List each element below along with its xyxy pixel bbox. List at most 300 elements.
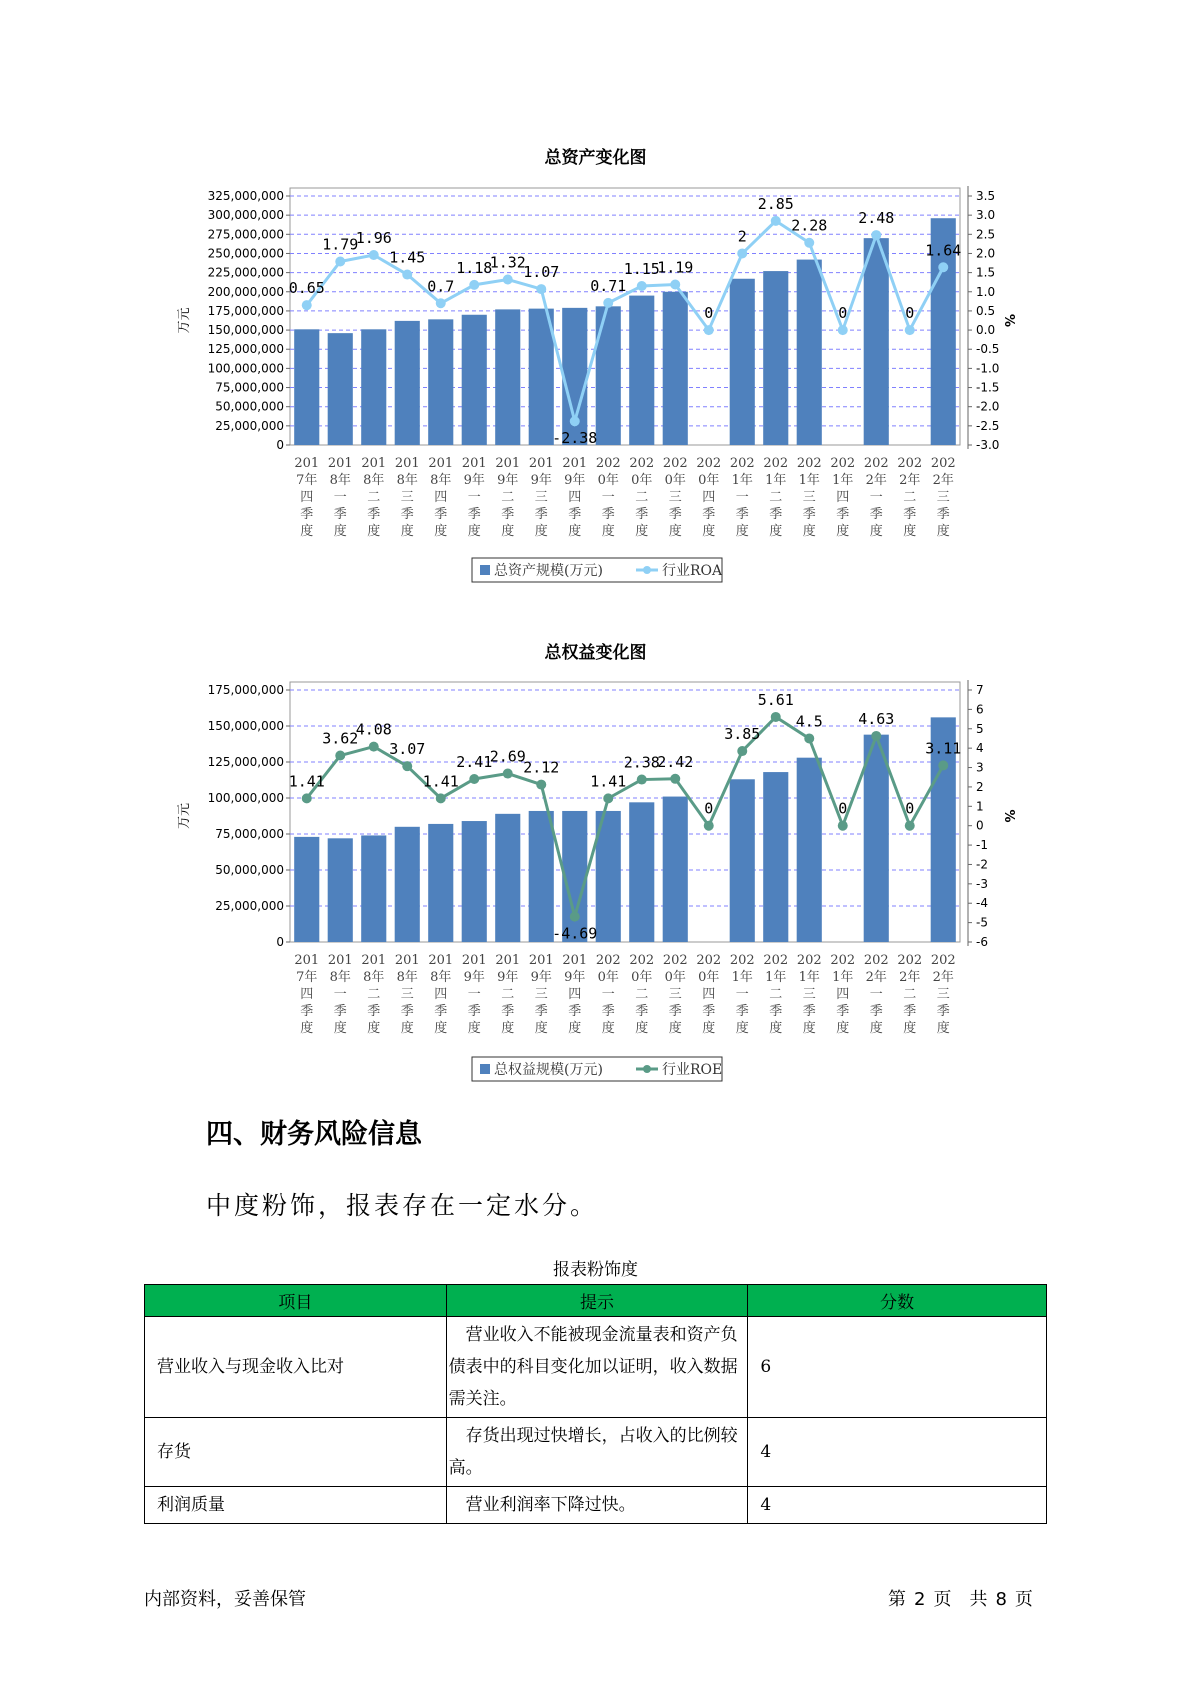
x-tick-label: 度	[568, 524, 582, 539]
x-tick-label: 202	[595, 953, 621, 968]
x-tick-label: 三	[400, 987, 414, 1002]
header-hint: 提示	[446, 1285, 748, 1317]
data-label: 2.42	[657, 752, 694, 771]
line-point	[536, 284, 546, 294]
line-point	[603, 793, 613, 803]
x-tick-label: 季	[702, 1004, 716, 1019]
row-hint: 营业收入不能被现金流量表和资产负债表中的科目变化加以证明，收入数据需关注。	[446, 1317, 748, 1418]
x-tick-label: 度	[836, 524, 850, 539]
y2-tick-label: -2.0	[976, 399, 1000, 414]
x-tick-label: 季	[735, 1004, 749, 1019]
row-item: 利润质量	[145, 1487, 447, 1524]
bar	[395, 827, 420, 942]
page-num: 2	[914, 1589, 926, 1610]
equity-chart-title: 总权益变化图	[544, 643, 647, 663]
y2-tick-label: -2	[976, 857, 988, 872]
x-tick-label: 二	[903, 987, 917, 1002]
y2-tick-label: 3.0	[976, 208, 996, 223]
line-point	[469, 774, 479, 784]
x-tick-label: 202	[729, 953, 755, 968]
line-point	[402, 270, 412, 280]
x-tick-label: 季	[635, 507, 649, 522]
data-label: 0	[905, 304, 915, 323]
risk-table	[144, 1284, 1047, 1524]
x-tick-label: 度	[434, 1021, 448, 1036]
line-point	[871, 731, 881, 741]
data-label: 4.08	[355, 720, 392, 739]
x-tick-label: 季	[467, 507, 481, 522]
x-tick-label: 201	[528, 456, 554, 471]
y2-tick-label: -3	[976, 876, 988, 891]
y-tick-label: 75,000,000	[215, 380, 284, 395]
x-tick-label: 度	[735, 524, 749, 539]
legend-line-marker	[643, 566, 651, 574]
x-tick-label: 季	[568, 1004, 582, 1019]
line-point	[503, 275, 513, 285]
x-tick-label: 202	[897, 456, 923, 471]
x-tick-label: 度	[936, 1021, 950, 1036]
x-tick-label: 度	[903, 524, 917, 539]
y2-axis-label: %	[1001, 313, 1016, 328]
x-tick-label: 二	[367, 490, 381, 505]
data-label: 3.85	[724, 725, 761, 744]
x-tick-label: 度	[702, 1021, 716, 1036]
line-point	[938, 760, 948, 770]
data-label: -2.38	[552, 429, 598, 448]
y2-tick-label: 0.5	[976, 303, 996, 318]
x-tick-label: 三	[400, 490, 414, 505]
x-tick-label: 7年	[296, 473, 318, 488]
line-point	[637, 775, 647, 785]
line-point	[503, 769, 513, 779]
x-tick-label: 0年	[597, 473, 619, 488]
line-point	[737, 746, 747, 756]
y-tick-label: 200,000,000	[207, 284, 284, 299]
legend-bar-label: 总权益规模(万元)	[494, 1062, 603, 1078]
y-axis-label: 万元	[177, 802, 192, 830]
legend-line-label: 行业ROE	[662, 1062, 723, 1078]
y-tick-label: 150,000,000	[207, 719, 284, 733]
bar	[663, 292, 688, 445]
x-tick-label: 四	[300, 987, 314, 1002]
x-tick-label: 8年	[430, 473, 452, 488]
bar	[596, 306, 621, 445]
line-point	[838, 821, 848, 831]
x-tick-label: 季	[568, 507, 582, 522]
x-tick-label: 度	[501, 524, 515, 539]
x-tick-label: 度	[869, 524, 883, 539]
x-tick-label: 季	[702, 507, 716, 522]
y2-tick-label: 5	[976, 721, 984, 736]
data-label: 1.07	[523, 263, 560, 282]
x-tick-label: 201	[327, 456, 353, 471]
x-tick-label: 度	[501, 1021, 515, 1036]
x-tick-label: 2年	[865, 970, 887, 985]
x-tick-label: 四	[300, 490, 314, 505]
x-tick-label: 2年	[865, 473, 887, 488]
x-tick-label: 度	[568, 1021, 582, 1036]
data-label: 1.18	[456, 258, 493, 277]
x-tick-label: 季	[467, 1004, 481, 1019]
y-tick-label: 25,000,000	[215, 899, 284, 913]
line-point	[402, 761, 412, 771]
data-label: -4.69	[552, 924, 598, 943]
line-point	[570, 416, 580, 426]
x-tick-label: 一	[735, 490, 749, 505]
bar	[462, 315, 487, 445]
x-tick-label: 三	[534, 490, 548, 505]
x-tick-label: 季	[501, 507, 515, 522]
x-tick-label: 季	[836, 1004, 850, 1019]
data-label: 0	[704, 799, 714, 818]
y2-tick-label: -0.5	[976, 342, 1000, 357]
data-label: 1.41	[288, 772, 325, 791]
x-tick-label: 季	[903, 507, 917, 522]
data-label: 3.62	[322, 729, 359, 748]
x-tick-label: 四	[434, 987, 448, 1002]
line-point	[369, 742, 379, 752]
x-tick-label: 9年	[463, 473, 485, 488]
x-tick-label: 202	[629, 456, 655, 471]
bar	[864, 735, 889, 942]
bar	[328, 333, 353, 445]
x-tick-label: 三	[802, 490, 816, 505]
data-label: 2.28	[791, 216, 828, 235]
bar	[395, 321, 420, 445]
data-label: 0.7	[427, 277, 455, 296]
x-tick-label: 季	[300, 1004, 314, 1019]
x-tick-label: 度	[467, 524, 481, 539]
x-tick-label: 201	[528, 953, 554, 968]
bar	[428, 319, 453, 445]
x-tick-label: 季	[769, 1004, 783, 1019]
footer-confidential: 内部资料，妥善保管	[144, 1589, 306, 1610]
x-tick-label: 一	[467, 987, 481, 1002]
x-tick-label: 三	[668, 490, 682, 505]
x-tick-label: 季	[836, 507, 850, 522]
y-tick-label: 250,000,000	[207, 246, 284, 261]
x-tick-label: 季	[802, 507, 816, 522]
x-tick-label: 季	[869, 1004, 883, 1019]
line-point	[737, 248, 747, 258]
x-tick-label: 季	[936, 507, 950, 522]
x-tick-label: 季	[333, 1004, 347, 1019]
x-tick-label: 9年	[497, 473, 519, 488]
x-tick-label: 9年	[463, 970, 485, 985]
x-tick-label: 201	[562, 953, 588, 968]
x-tick-label: 8年	[396, 473, 418, 488]
page-suffix: 页	[1014, 1589, 1033, 1610]
bar	[361, 835, 386, 942]
bar	[629, 802, 654, 942]
data-label: 1.32	[489, 253, 526, 272]
y-tick-label: 175,000,000	[207, 303, 284, 318]
data-label: 2.41	[456, 752, 493, 771]
y-tick-label: 0	[276, 935, 284, 949]
y2-tick-label: 6	[976, 702, 984, 717]
data-label: 1.45	[389, 248, 426, 267]
x-tick-label: 202	[662, 456, 688, 471]
x-tick-label: 季	[434, 1004, 448, 1019]
line-point	[771, 712, 781, 722]
x-tick-label: 202	[662, 953, 688, 968]
row-score: 6	[748, 1317, 1047, 1418]
x-tick-label: 四	[836, 987, 850, 1002]
line-point	[838, 325, 848, 335]
y2-tick-label: 1.5	[976, 265, 996, 280]
x-tick-label: 季	[769, 507, 783, 522]
footer-page-number	[888, 1585, 1041, 1611]
x-tick-label: 1年	[798, 473, 820, 488]
x-tick-label: 二	[501, 987, 515, 1002]
x-tick-label: 季	[333, 507, 347, 522]
x-tick-label: 四	[702, 490, 716, 505]
x-tick-label: 8年	[430, 970, 452, 985]
row-score: 4	[748, 1487, 1047, 1524]
asset-chart-title: 总资产变化图	[544, 148, 647, 168]
x-tick-label: 度	[300, 1021, 314, 1036]
line-point	[436, 793, 446, 803]
x-tick-label: 一	[869, 987, 883, 1002]
y2-tick-label: -6	[976, 935, 988, 949]
y2-tick-label: -4	[976, 896, 988, 911]
line-point	[804, 733, 814, 743]
x-tick-label: 202	[830, 953, 856, 968]
line-point	[369, 250, 379, 260]
y2-tick-label: -1.5	[976, 380, 1000, 395]
x-tick-label: 二	[903, 490, 917, 505]
x-tick-label: 度	[668, 524, 682, 539]
x-tick-label: 0年	[597, 970, 619, 985]
data-label: 4.5	[795, 712, 823, 731]
table-row	[145, 1317, 1047, 1418]
x-tick-label: 度	[635, 1021, 649, 1036]
x-tick-label: 202	[863, 456, 889, 471]
bar	[763, 271, 788, 445]
x-tick-label: 度	[903, 1021, 917, 1036]
x-tick-label: 季	[501, 1004, 515, 1019]
bar	[629, 296, 654, 445]
x-tick-label: 四	[836, 490, 850, 505]
x-tick-label: 度	[601, 524, 615, 539]
line-point	[905, 325, 915, 335]
bar	[864, 238, 889, 445]
x-tick-label: 202	[696, 456, 722, 471]
y2-tick-label: 3	[976, 760, 984, 775]
data-label: 2	[737, 227, 747, 246]
x-tick-label: 二	[635, 987, 649, 1002]
y-tick-label: 150,000,000	[207, 323, 284, 338]
x-tick-label: 三	[936, 490, 950, 505]
bar	[328, 838, 353, 942]
x-tick-label: 度	[668, 1021, 682, 1036]
bar	[495, 814, 520, 942]
x-tick-label: 四	[568, 987, 582, 1002]
y2-tick-label: 1.0	[976, 284, 996, 299]
x-tick-label: 度	[367, 1021, 381, 1036]
x-tick-label: 季	[936, 1004, 950, 1019]
data-label: 2.48	[858, 209, 895, 228]
y2-axis-label: %	[1001, 809, 1016, 823]
bar	[361, 329, 386, 445]
x-tick-label: 201	[294, 953, 320, 968]
y-tick-label: 50,000,000	[215, 863, 284, 877]
x-tick-label: 1年	[731, 970, 753, 985]
line-point	[704, 325, 714, 335]
x-tick-label: 季	[601, 1004, 615, 1019]
line-point	[670, 774, 680, 784]
bar	[428, 824, 453, 942]
data-label: 1.19	[657, 258, 694, 277]
x-tick-label: 201	[361, 456, 387, 471]
y2-tick-label: -5	[976, 915, 988, 930]
x-tick-label: 201	[294, 456, 320, 471]
x-tick-label: 一	[869, 490, 883, 505]
data-label: 2.38	[623, 753, 660, 772]
x-tick-label: 季	[668, 1004, 682, 1019]
y-tick-label: 225,000,000	[207, 265, 284, 280]
line-point	[670, 279, 680, 289]
asset-chart	[0, 160, 1191, 600]
x-tick-label: 一	[333, 490, 347, 505]
table-caption: 报表粉饰度	[553, 1260, 638, 1280]
x-tick-label: 1年	[832, 970, 854, 985]
y2-tick-label: 1	[976, 799, 984, 814]
line-point	[469, 280, 479, 290]
data-label: 0	[838, 799, 848, 818]
section-title: 四、财务风险信息	[206, 1119, 422, 1150]
x-tick-label: 202	[863, 953, 889, 968]
x-tick-label: 8年	[363, 473, 385, 488]
table-row	[145, 1487, 1047, 1524]
x-tick-label: 季	[635, 1004, 649, 1019]
data-label: 2.69	[489, 747, 526, 766]
y-tick-label: 25,000,000	[215, 418, 284, 433]
x-tick-label: 8年	[396, 970, 418, 985]
bar	[529, 811, 554, 942]
data-label: 0.71	[590, 276, 627, 295]
x-tick-label: 季	[903, 1004, 917, 1019]
line-point	[436, 298, 446, 308]
page-total: 8	[995, 1589, 1007, 1610]
x-tick-label: 三	[936, 987, 950, 1002]
x-tick-label: 季	[367, 507, 381, 522]
x-tick-label: 度	[802, 1021, 816, 1036]
y2-tick-label: 2.0	[976, 246, 996, 261]
y-tick-label: 100,000,000	[207, 361, 284, 376]
line-point	[335, 751, 345, 761]
x-tick-label: 202	[763, 456, 789, 471]
y-axis-label: 万元	[177, 307, 192, 334]
data-label: 5.61	[757, 690, 794, 709]
data-label: 3.07	[389, 740, 426, 759]
x-tick-label: 2年	[932, 970, 954, 985]
bar	[294, 837, 319, 942]
page-mid: 页 共	[933, 1589, 988, 1610]
x-tick-label: 三	[802, 987, 816, 1002]
y-tick-label: 175,000,000	[207, 683, 284, 697]
x-tick-label: 度	[333, 1021, 347, 1036]
x-tick-label: 季	[400, 1004, 414, 1019]
x-tick-label: 1年	[765, 970, 787, 985]
x-tick-label: 202	[696, 953, 722, 968]
y-tick-label: 75,000,000	[215, 827, 284, 841]
x-tick-label: 四	[568, 490, 582, 505]
x-tick-label: 四	[702, 987, 716, 1002]
x-tick-label: 度	[769, 1021, 783, 1036]
data-label: 0	[905, 799, 915, 818]
x-tick-label: 201	[327, 953, 353, 968]
table-row	[145, 1418, 1047, 1487]
line-point	[603, 298, 613, 308]
x-tick-label: 202	[830, 456, 856, 471]
x-tick-label: 度	[769, 524, 783, 539]
x-tick-label: 季	[400, 507, 414, 522]
x-tick-label: 一	[601, 987, 615, 1002]
x-tick-label: 2年	[899, 970, 921, 985]
y-tick-label: 125,000,000	[207, 342, 284, 357]
x-tick-label: 三	[668, 987, 682, 1002]
x-tick-label: 2年	[932, 473, 954, 488]
y2-tick-label: 7	[976, 683, 984, 697]
x-tick-label: 201	[562, 456, 588, 471]
y2-tick-label: 0	[976, 818, 984, 833]
x-tick-label: 201	[495, 953, 521, 968]
line-point	[871, 230, 881, 240]
x-tick-label: 201	[461, 953, 487, 968]
y2-tick-label: 2	[976, 779, 984, 794]
y2-tick-label: 3.5	[976, 189, 996, 203]
row-score: 4	[748, 1418, 1047, 1487]
x-tick-label: 一	[601, 490, 615, 505]
data-label: 1.64	[925, 241, 962, 260]
equity-chart	[0, 655, 1191, 1095]
x-tick-label: 季	[434, 507, 448, 522]
x-tick-label: 度	[400, 524, 414, 539]
x-tick-label: 201	[495, 456, 521, 471]
line-point	[771, 216, 781, 226]
x-tick-label: 季	[668, 507, 682, 522]
x-tick-label: 二	[769, 987, 783, 1002]
x-tick-label: 0年	[664, 473, 686, 488]
x-tick-label: 0年	[698, 970, 720, 985]
y-tick-label: 100,000,000	[207, 791, 284, 805]
x-tick-label: 度	[836, 1021, 850, 1036]
x-tick-label: 季	[300, 507, 314, 522]
data-label: 4.63	[858, 709, 895, 728]
x-tick-label: 一	[467, 490, 481, 505]
x-tick-label: 9年	[564, 473, 586, 488]
y-tick-label: 275,000,000	[207, 227, 284, 242]
data-label: 1.79	[322, 235, 359, 254]
data-label: 1.15	[623, 260, 660, 279]
x-tick-label: 季	[735, 507, 749, 522]
data-label: 2.85	[757, 194, 794, 213]
y-tick-label: 125,000,000	[207, 755, 284, 769]
y2-tick-label: -3.0	[976, 438, 1000, 452]
y-tick-label: 0	[276, 438, 284, 452]
x-tick-label: 2年	[899, 473, 921, 488]
line-point	[905, 821, 915, 831]
bar	[797, 758, 822, 942]
x-tick-label: 201	[428, 953, 454, 968]
x-tick-label: 一	[735, 987, 749, 1002]
bar	[730, 279, 755, 445]
legend-line-marker	[643, 1065, 651, 1073]
bar	[797, 260, 822, 445]
x-tick-label: 9年	[530, 473, 552, 488]
x-tick-label: 202	[930, 953, 956, 968]
